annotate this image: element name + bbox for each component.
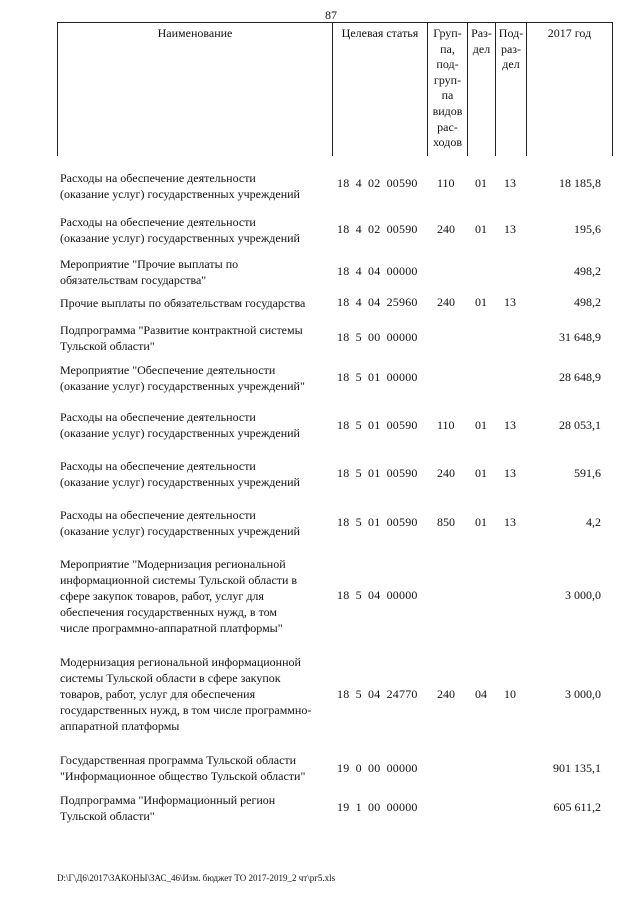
- header-group: [428, 23, 468, 156]
- row-name-line: Расходы на обеспечение деятельности: [60, 459, 256, 473]
- row-name-line: Подпрограмма "Информационный регион: [60, 793, 276, 807]
- header-subsection-line: Под-: [498, 26, 524, 40]
- row-name-line: информационной системы Тульской области в: [60, 573, 298, 587]
- row-name: [60, 295, 330, 311]
- row-amount: 498,2: [574, 264, 601, 278]
- row-section: 01: [475, 176, 487, 190]
- row-group: 850: [437, 515, 455, 529]
- header-group-line: груп-: [433, 72, 462, 87]
- row-name: [60, 507, 330, 539]
- row-subsection: 13: [504, 176, 516, 190]
- row-subsection: 13: [504, 418, 516, 432]
- header-section-line: дел: [472, 41, 491, 56]
- header-group-line: па: [441, 88, 454, 103]
- row-name-line: Государственная программа Тульской области: [60, 753, 297, 767]
- row-name-line: Расходы на обеспечение деятельности: [60, 215, 256, 229]
- row-name-line: Тульской области": [60, 809, 155, 823]
- row-name: [60, 362, 330, 394]
- row-name: [60, 458, 330, 490]
- header-name-label: Наименование: [157, 26, 233, 40]
- row-amount: 3 000,0: [565, 687, 601, 701]
- row-name-line: государственных нужд, в том числе программно-: [60, 703, 312, 717]
- row-name-line: системы Тульской области в сфере закупок: [60, 671, 281, 685]
- row-name-line: Модернизация региональной информационной: [60, 655, 301, 669]
- row-amount: 3 000,0: [565, 588, 601, 602]
- row-name-line: товаров, работ, услуг для обеспечения: [60, 687, 256, 701]
- row-code: 18 5 00 00000: [337, 330, 418, 344]
- row-name-line: (оказание услуг) государственных учреждений: [60, 475, 300, 489]
- header-group-line: рас-: [437, 119, 458, 134]
- file-path-footer: D:\Г\Д6\2017\ЗАКОНЫ\ЗАС_46\Изм. бюджет ТО 2017-2019_2 чт\рг5.xls: [57, 873, 336, 883]
- row-amount: 195,6: [574, 222, 601, 236]
- row-code: 18 5 04 24770: [337, 687, 418, 701]
- row-section: 01: [475, 295, 487, 309]
- row-name: [60, 170, 330, 202]
- header-target-label: Целевая статья: [341, 26, 419, 40]
- row-amount: 31 648,9: [559, 330, 601, 344]
- header-section-line: Раз-: [471, 26, 492, 40]
- row-subsection: 13: [504, 466, 516, 480]
- row-name-line: Тульской области": [60, 339, 155, 353]
- row-name-line: Подпрограмма "Развитие контрактной системы: [60, 323, 303, 337]
- header-group-line: видов: [432, 103, 463, 118]
- row-group: 110: [437, 176, 455, 190]
- header-year: [527, 23, 612, 156]
- row-section: 01: [475, 466, 487, 480]
- row-section: 01: [475, 515, 487, 529]
- header-subsection: [496, 23, 527, 156]
- header-subsection-line: дел: [502, 57, 520, 72]
- header-target: [333, 23, 428, 156]
- row-name-line: Мероприятие "Обеспечение деятельности: [60, 363, 276, 377]
- row-code: 19 1 00 00000: [337, 800, 418, 814]
- row-name-line: обязательствам государства": [60, 273, 207, 287]
- row-subsection: 10: [504, 687, 516, 701]
- row-group: 240: [437, 466, 455, 480]
- header-group-line: Груп-: [433, 26, 462, 40]
- row-name: [60, 792, 330, 824]
- row-group: 240: [437, 222, 455, 236]
- row-amount: 605 611,2: [553, 800, 601, 814]
- row-code: 18 5 01 00590: [337, 418, 418, 432]
- page-number: 87: [325, 8, 337, 22]
- row-name: [60, 214, 330, 246]
- row-section: 01: [475, 418, 487, 432]
- row-code: 18 4 04 00000: [337, 264, 418, 278]
- row-name-line: аппаратной платформы: [60, 719, 180, 733]
- header-group-line: под-: [436, 57, 459, 72]
- row-name-line: обеспечения государственных нужд, в том: [60, 605, 278, 619]
- row-name: [60, 322, 330, 354]
- row-name-line: (оказание услуг) государственных учреждений": [60, 379, 305, 393]
- row-code: 18 5 01 00590: [337, 466, 418, 480]
- row-name-line: (оказание услуг) государственных учреждений: [60, 524, 300, 538]
- row-code: 18 4 02 00590: [337, 176, 418, 190]
- row-amount: 18 185,8: [559, 176, 601, 190]
- row-group: 240: [437, 687, 455, 701]
- row-name: [60, 256, 330, 288]
- row-code: 19 0 00 00000: [337, 761, 418, 775]
- row-code: 18 4 02 00590: [337, 222, 418, 236]
- row-amount: 901 135,1: [553, 761, 601, 775]
- row-amount: 498,2: [574, 295, 601, 309]
- row-name-line: числе программно-аппаратной платформы": [60, 621, 283, 635]
- row-name-line: (оказание услуг) государственных учреждений: [60, 231, 300, 245]
- row-subsection: 13: [504, 222, 516, 236]
- header-subsection-line: раз-: [500, 41, 522, 56]
- row-section: 04: [475, 687, 487, 701]
- row-name-line: Расходы на обеспечение деятельности: [60, 410, 256, 424]
- row-code: 18 5 01 00590: [337, 515, 418, 529]
- row-name: [60, 556, 330, 636]
- header-year-label: 2017 год: [547, 26, 592, 40]
- row-name-line: Расходы на обеспечение деятельности: [60, 508, 256, 522]
- header-group-line: ходов: [433, 135, 462, 150]
- row-group: 240: [437, 295, 455, 309]
- row-name-line: Расходы на обеспечение деятельности: [60, 171, 256, 185]
- row-code: 18 5 01 00000: [337, 370, 418, 384]
- row-name: [60, 654, 330, 734]
- row-name-line: сфере закупок товаров, работ, услуг для: [60, 589, 264, 603]
- row-name-line: (оказание услуг) государственных учреждений: [60, 426, 300, 440]
- table-header: [57, 22, 613, 156]
- row-group: 110: [437, 418, 455, 432]
- row-code: 18 5 04 00000: [337, 588, 418, 602]
- header-section: [468, 23, 496, 156]
- row-subsection: 13: [504, 295, 516, 309]
- row-name: [60, 409, 330, 441]
- row-subsection: 13: [504, 515, 516, 529]
- row-amount: 591,6: [574, 466, 601, 480]
- row-name-line: Прочие выплаты по обязательствам государства: [60, 296, 306, 310]
- row-name-line: "Информационное общество Тульской области": [60, 769, 306, 783]
- header-name: [58, 23, 333, 156]
- row-code: 18 4 04 25960: [337, 295, 418, 309]
- row-name-line: (оказание услуг) государственных учреждений: [60, 187, 300, 201]
- row-name: [60, 752, 330, 784]
- row-amount: 28 648,9: [559, 370, 601, 384]
- row-name-line: Мероприятие "Прочие выплаты по: [60, 257, 239, 271]
- row-amount: 28 053,1: [559, 418, 601, 432]
- row-amount: 4,2: [586, 515, 601, 529]
- header-group-line: па,: [440, 41, 455, 56]
- row-name-line: Мероприятие "Модернизация региональной: [60, 557, 286, 571]
- row-section: 01: [475, 222, 487, 236]
